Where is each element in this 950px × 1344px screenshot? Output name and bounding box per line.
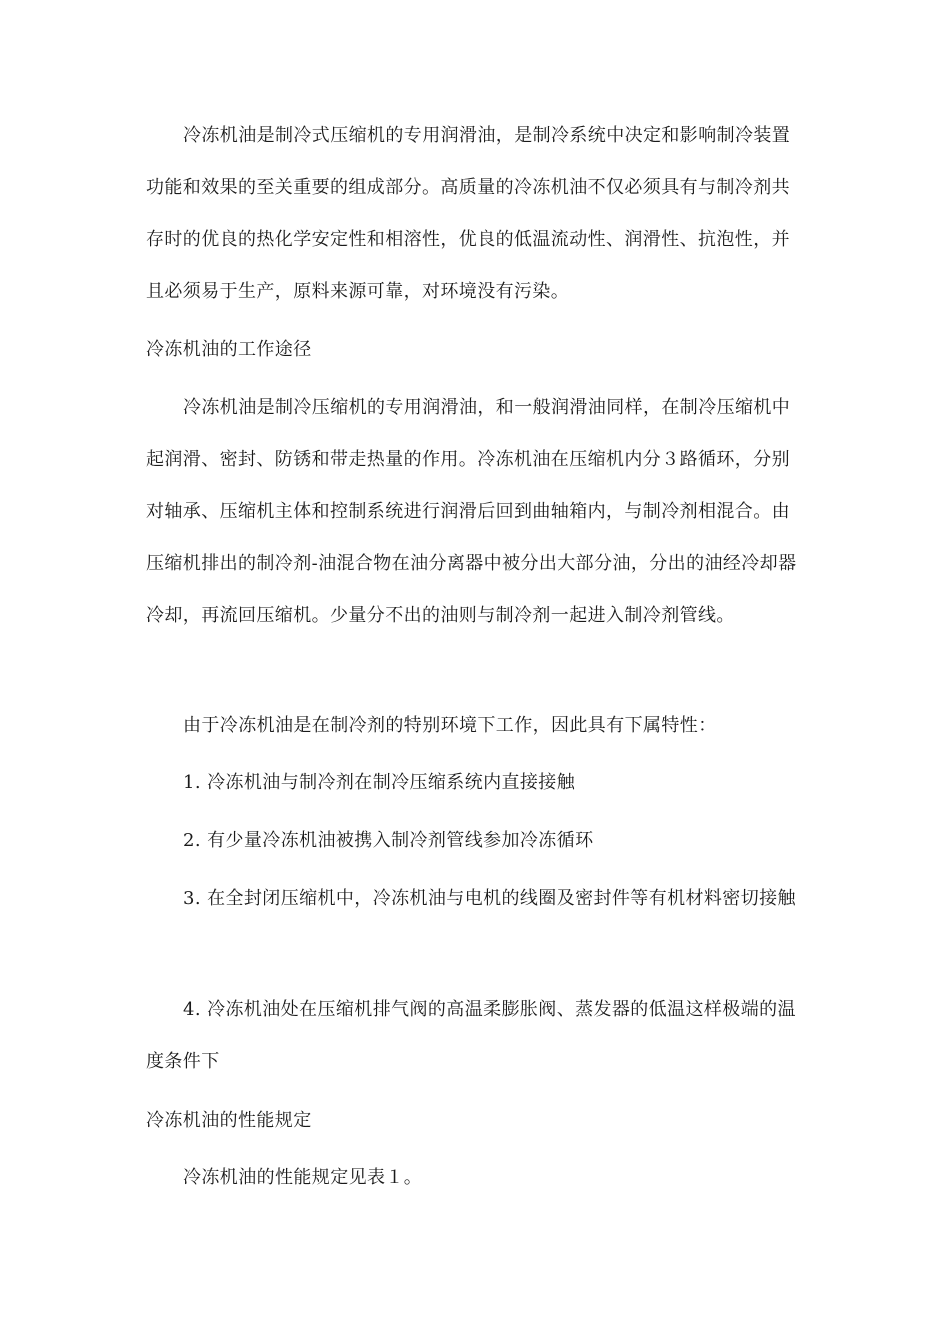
list-item-1: 1. 冷冻机油与制冷剂在制冷压缩系统内直接接触 [183,772,576,793]
section-heading-performance: 冷冻机油的性能规定 [146,1110,312,1131]
list-item-4: 4. 冷冻机油处在压缩机排气阀的高温柔膨胀阀、蒸发器的低温这样极端的温度条件下 [146,999,796,1072]
section-heading-working-path: 冷冻机油的工作途径 [146,339,312,360]
working-path-paragraph: 冷冻机油是制冷压缩机的专用润滑油，和一般润滑油同样，在制冷压缩机中起润滑、密封、防锈和带走热量的作用。冷冻机油在压缩机内分３路循环，分别对轴承、压缩机主体和控制系统进行润滑后回到曲轴箱内，与制冷剂相混合。由压缩机排出的制冷剂-油混合物在油分离器中被分出大部分油，分出的油经冷却器冷却，再流回压缩机。少量分不出的油则与制冷剂一起进入制冷剂管线。 [146,397,797,626]
performance-paragraph: 冷冻机油的性能规定见表１。 [183,1167,423,1188]
special-properties-intro: 由于冷冻机油是在制冷剂的特别环境下工作，因此具有下属特性： [183,715,717,736]
list-item-2: 2. 有少量冷冻机油被携入制冷剂管线参加冷冻循环 [183,830,594,851]
list-item-3: 3. 在全封闭压缩机中，冷冻机油与电机的线圈及密封件等有机材料密切接触 [183,888,796,909]
intro-paragraph: 冷冻机油是制冷式压缩机的专用润滑油，是制冷系统中决定和影响制冷装置功能和效果的至关重要的组成部分。高质量的冷冻机油不仅必须具有与制冷剂共存时的优良的热化学安定性和相溶性，优良的低温流动性、润滑性、抗泡性，并且必须易于生产，原料来源可靠，对环境没有污染。 [146,125,791,302]
